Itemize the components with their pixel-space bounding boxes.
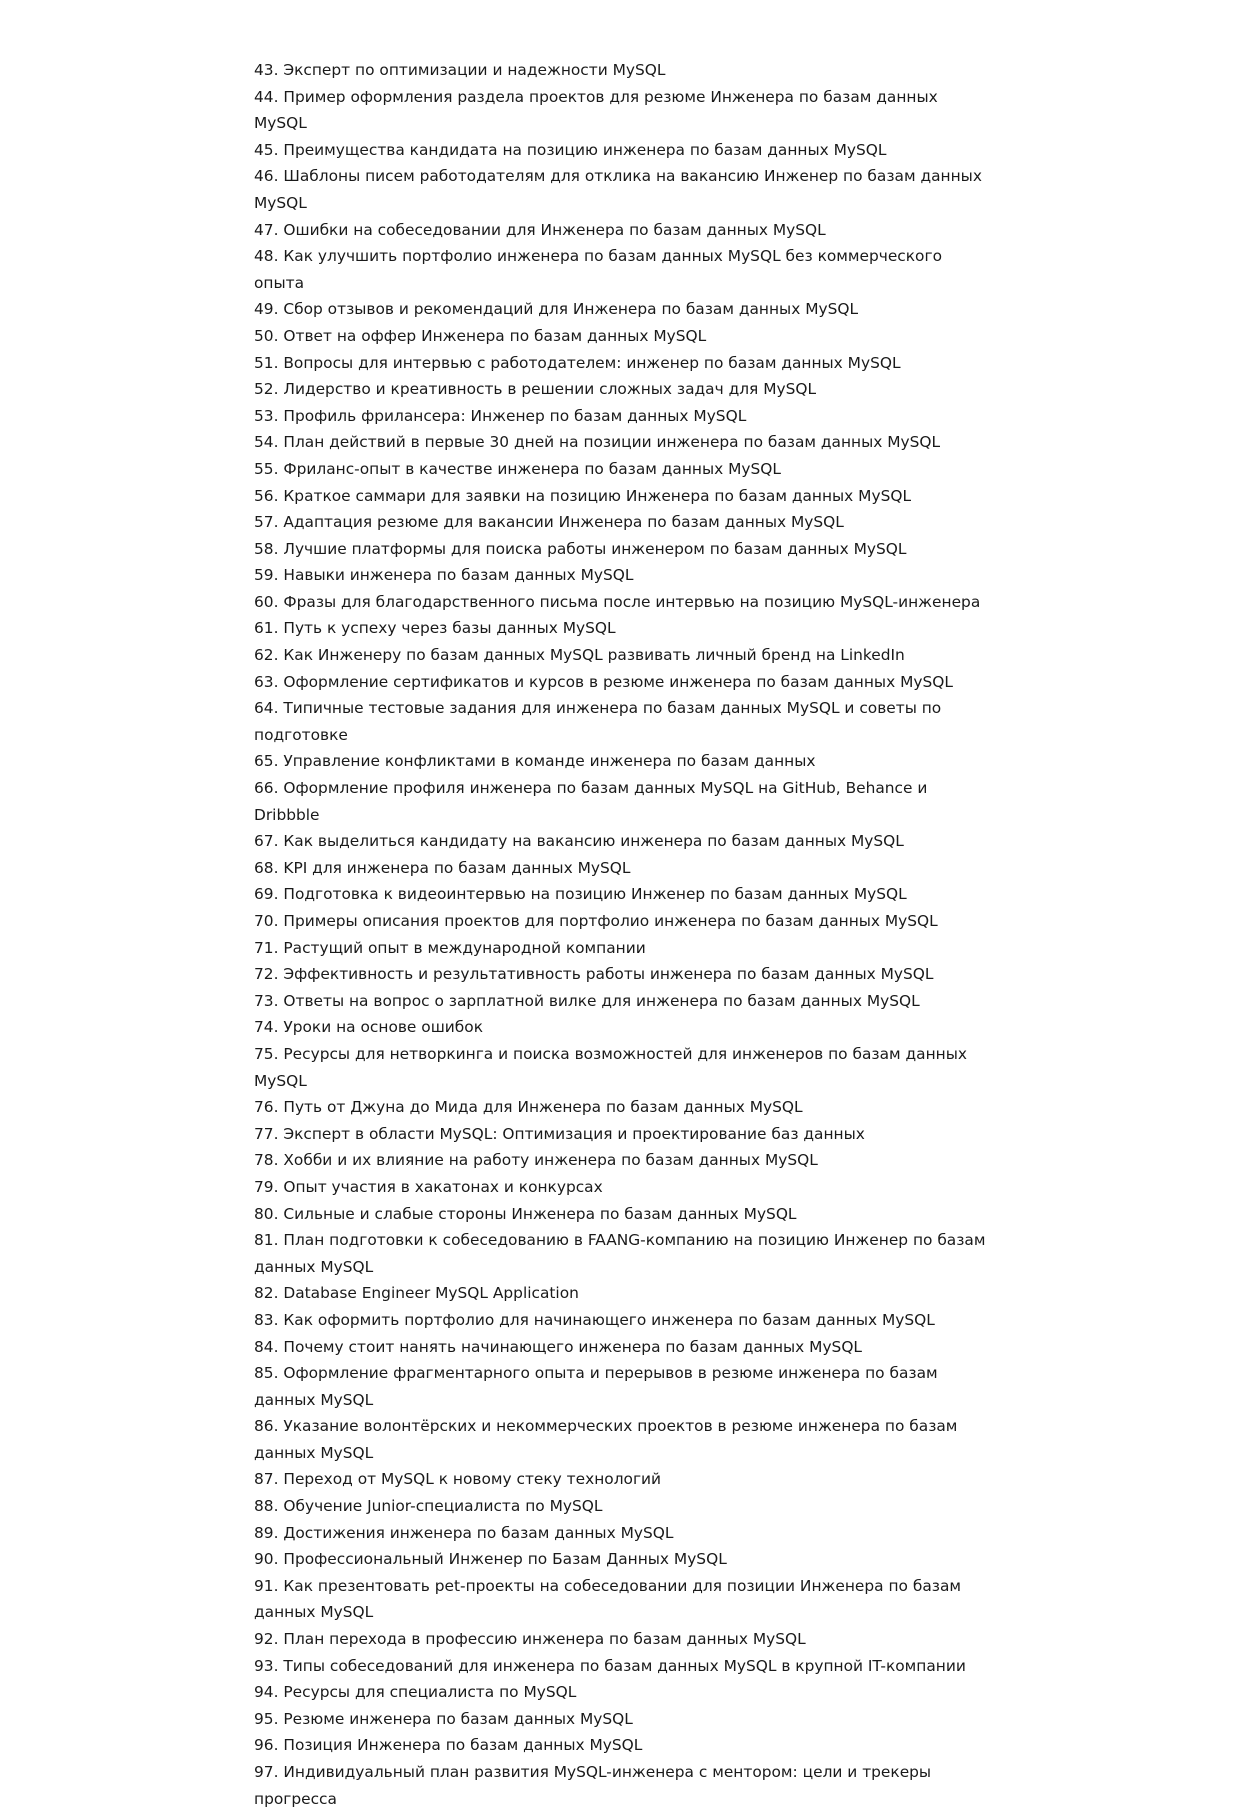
list-item: 76. Путь от Джуна до Мида для Инженера по базам данных MySQL bbox=[254, 1098, 803, 1117]
list-item: 67. Как выделиться кандидату на вакансию инженера по базам данных MySQL bbox=[254, 832, 904, 851]
list-item: 74. Уроки на основе ошибок bbox=[254, 1018, 484, 1037]
list-item: 84. Почему стоит нанять начинающего инженера по базам данных MySQL bbox=[254, 1337, 863, 1356]
list-item: 90. Профессиональный Инженер по Базам Данных MySQL bbox=[254, 1550, 727, 1569]
list-item: 77. Эксперт в области MySQL: Оптимизация и проектирование баз данных bbox=[254, 1124, 865, 1143]
list-item: 73. Ответы на вопрос о зарплатной вилке для инженера по базам данных MySQL bbox=[254, 991, 920, 1010]
numbered-list bbox=[254, 57, 994, 1812]
list-item: 82. Database Engineer MySQL Application bbox=[254, 1284, 579, 1303]
list-item: 88. Обучение Junior-специалиста по MySQL bbox=[254, 1497, 603, 1516]
list-item: 68. KPI для инженера по базам данных MySQL bbox=[254, 858, 631, 877]
list-item: 57. Адаптация резюме для вакансии Инженера по базам данных MySQL bbox=[254, 513, 844, 532]
list-item: 97. Индивидуальный план развития MySQL-инженера с ментором: цели и трекеры прогресса bbox=[254, 1763, 932, 1808]
list-item: 54. План действий в первые 30 дней на позиции инженера по базам данных MySQL bbox=[254, 433, 941, 452]
list-item: 44. Пример оформления раздела проектов для резюме Инженера по базам данных MySQL bbox=[254, 87, 938, 133]
list-item: 92. План перехода в профессию инженера по базам данных MySQL bbox=[254, 1630, 806, 1649]
list-item: 95. Резюме инженера по базам данных MySQL bbox=[254, 1709, 633, 1728]
list-item: 46. Шаблоны писем работодателям для отклика на вакансию Инженер по базам данных MySQL bbox=[254, 167, 982, 212]
list-item: 56. Краткое саммари для заявки на позицию Инженера по базам данных MySQL bbox=[254, 486, 912, 505]
list-item: 64. Типичные тестовые задания для инженера по базам данных MySQL и советы по подготовке bbox=[254, 699, 942, 744]
list-item: 65. Управление конфликтами в команде инженера по базам данных bbox=[254, 752, 816, 771]
list-item: 81. План подготовки к собеседованию в FAANG-компанию на позицию Инженер по базам данных MySQL bbox=[254, 1231, 986, 1276]
list-item: 49. Сбор отзывов и рекомендаций для Инженера по базам данных MySQL bbox=[254, 300, 859, 319]
list-item: 45. Преимущества кандидата на позицию инженера по базам данных MySQL bbox=[254, 140, 887, 159]
list-item: 55. Фриланс-опыт в качестве инженера по базам данных MySQL bbox=[254, 459, 781, 478]
list-item: 87. Переход от MySQL к новому стеку технологий bbox=[254, 1470, 662, 1489]
list-item: 71. Растущий опыт в международной компании bbox=[254, 938, 646, 957]
document-page bbox=[254, 57, 994, 1812]
list-item: 62. Как Инженеру по базам данных MySQL развивать личный бренд на LinkedIn bbox=[254, 646, 905, 665]
list-item: 53. Профиль фрилансера: Инженер по базам данных MySQL bbox=[254, 406, 747, 425]
list-item: 51. Вопросы для интервью с работодателем: инженер по базам данных MySQL bbox=[254, 353, 901, 372]
list-item: 79. Опыт участия в хакатонах и конкурсах bbox=[254, 1177, 603, 1196]
list-item: 70. Примеры описания проектов для портфолио инженера по базам данных MySQL bbox=[254, 912, 938, 930]
list-item: 61. Путь к успеху через базы данных MySQL bbox=[254, 619, 616, 638]
list-item: 69. Подготовка к видеоинтервью на позицию Инженер по базам данных MySQL bbox=[254, 885, 907, 904]
list-item: 80. Сильные и слабые стороны Инженера по базам данных MySQL bbox=[254, 1204, 797, 1223]
list-item: 48. Как улучшить портфолио инженера по базам данных MySQL без коммерческого опыта bbox=[254, 247, 942, 292]
list-item: 94. Ресурсы для специалиста по MySQL bbox=[254, 1683, 577, 1702]
list-item: 91. Как презентовать pet-проекты на собеседовании для позиции Инженера по базам данных MySQL bbox=[254, 1576, 961, 1622]
list-item: 86. Указание волонтёрских и некоммерческих проектов в резюме инженера по базам данных MySQL bbox=[254, 1417, 958, 1462]
list-item: 50. Ответ на оффер Инженера по базам данных MySQL bbox=[254, 326, 707, 345]
list-item: 78. Хобби и их влияние на работу инженера по базам данных MySQL bbox=[254, 1151, 818, 1170]
list-item: 93. Типы собеседований для инженера по базам данных MySQL в крупной IT-компании bbox=[254, 1656, 966, 1675]
list-item: 59. Навыки инженера по базам данных MySQL bbox=[254, 566, 634, 585]
list-item: 75. Ресурсы для нетворкинга и поиска возможностей для инженеров по базам данных MySQL bbox=[254, 1044, 967, 1090]
list-item: 96. Позиция Инженера по базам данных MySQL bbox=[254, 1736, 643, 1755]
list-item: 58. Лучшие платформы для поиска работы инженером по базам данных MySQL bbox=[254, 539, 907, 558]
list-item: 83. Как оформить портфолио для начинающего инженера по базам данных MySQL bbox=[254, 1310, 935, 1329]
list-item: 72. Эффективность и результативность работы инженера по базам данных MySQL bbox=[254, 965, 934, 984]
list-item: 52. Лидерство и креативность в решении сложных задач для MySQL bbox=[254, 380, 817, 399]
list-item: 85. Оформление фрагментарного опыта и перерывов в резюме инженера по базам данных MySQL bbox=[254, 1364, 938, 1409]
list-item: 66. Оформление профиля инженера по базам данных MySQL на GitHub, Behance и Dribbble bbox=[254, 779, 928, 824]
list-item: 89. Достижения инженера по базам данных MySQL bbox=[254, 1523, 674, 1542]
list-item: 63. Оформление сертификатов и курсов в резюме инженера по базам данных MySQL bbox=[254, 672, 953, 691]
list-item: 47. Ошибки на собеседовании для Инженера по базам данных MySQL bbox=[254, 220, 826, 239]
list-item: 43. Эксперт по оптимизации и надежности MySQL bbox=[254, 61, 666, 79]
list-item: 60. Фразы для благодарственного письма после интервью на позицию MySQL-инженера bbox=[254, 592, 981, 611]
